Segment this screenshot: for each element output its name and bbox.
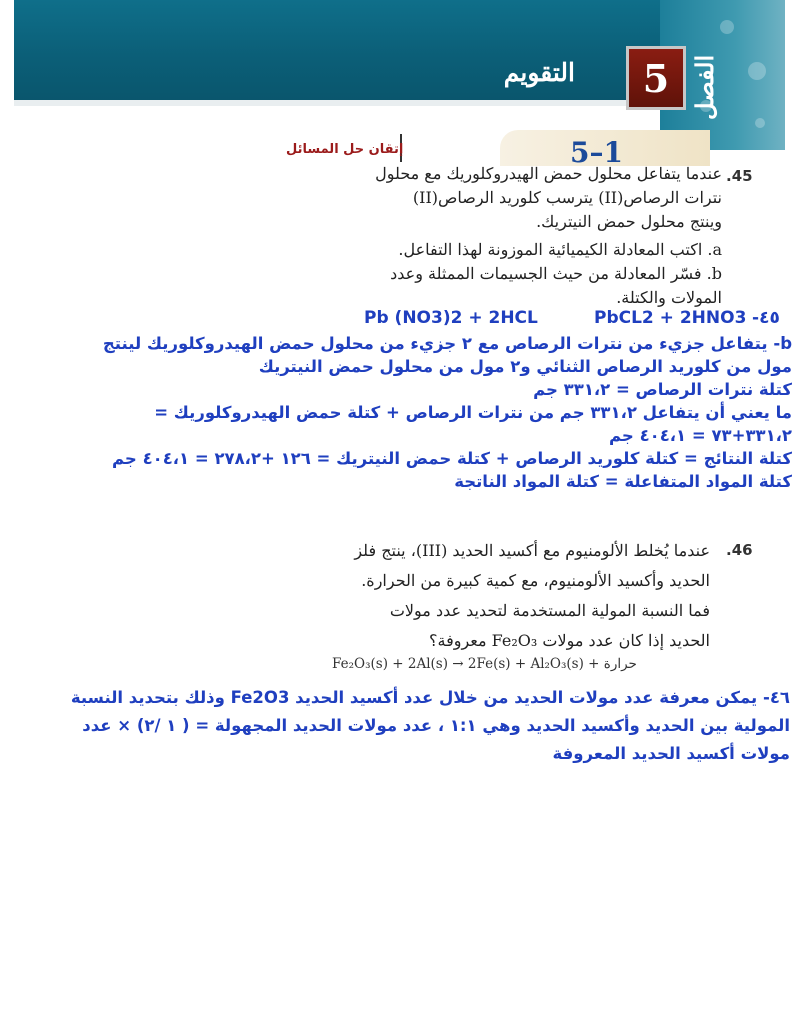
reaction-formula: Fe₂O₃(s) + 2Al(s) → 2Fe(s) + Al₂O₃(s) + حرارة	[332, 656, 637, 672]
molecule-decoration-icon	[755, 118, 765, 128]
question-part-b: b. فسّر المعادلة من حيث الجسيمات الممثلة وعدد	[390, 264, 722, 283]
question-text	[210, 536, 710, 656]
reactant-equation: Pb (NO3)2 + 2HCL	[364, 308, 538, 328]
question-number: .46	[726, 541, 753, 559]
question-part-a: a. اكتب المعادلة الكيميائية الموزونة لهذا التفاعل.	[398, 240, 722, 259]
question-number: .45	[726, 167, 753, 185]
answer-line: مولات أكسيد الحديد المعروفة	[552, 744, 790, 763]
section-number: 5–1	[570, 136, 623, 169]
answer-line: ما يعني أن يتفاعل ٣٣١،٢ جم من نترات الرصاص + كتلة حمض الهيدروكلوريك =	[154, 403, 792, 422]
answer-line: مول من كلوريد الرصاص الثنائي و٢ مول من محلول حمض النيتريك	[258, 357, 792, 376]
section-heading: إتقان حل المسائل	[286, 142, 404, 157]
answer-line: كتلة النتائج = كتلة كلوريد الرصاص + كتلة حمض النيتريك = ١٢٦ +٢٧٨،٢ = ٤٠٤،١ جم	[111, 449, 792, 468]
molecule-decoration-icon	[748, 62, 766, 80]
chapter-number: 5	[642, 55, 670, 101]
chapter-number-badge	[626, 46, 686, 110]
question-line: فما النسبة المولية المستخدمة لتحديد عدد مولات	[389, 601, 710, 620]
question-line: وينتج محلول حمض النيتريك.	[536, 212, 722, 231]
question-line: نترات الرصاص(II) يترسب كلوريد الرصاص(II)	[412, 188, 722, 207]
question-text	[162, 162, 722, 310]
chapter-word: الفصل	[690, 54, 719, 120]
question-line: الحديد إذا كان عدد مولات Fe₂O₃ معروفة؟	[429, 631, 710, 650]
answer-line: b- يتفاعل جزيء من نترات الرصاص مع ٢ جزيء من محلول حمض الهيدروكلوريك لينتج	[102, 334, 792, 353]
answer-label: -٤٥	[752, 308, 780, 328]
question-line: عندما يُخلط الألومنيوم مع أكسيد الحديد (III)، ينتج فلز	[354, 541, 710, 560]
question-line: الحديد وأكسيد الألومنيوم، مع كمية كبيرة من الحرارة.	[361, 571, 710, 590]
chapter-title: التقويم	[503, 58, 575, 87]
question-part-b-continued: المولات والكتلة.	[616, 288, 722, 307]
answer-line: كتلة المواد المتفاعلة = كتلة المواد الناتجة	[454, 472, 792, 491]
banner-divider	[14, 100, 654, 106]
product-equation: PbCL2 + 2HNO3	[594, 308, 747, 328]
question-line: عندما يتفاعل محلول حمض الهيدروكلوريك مع محلول	[375, 164, 722, 183]
answer-line: ٤٦- يمكن معرفة عدد مولات الحديد من خلال عدد أكسيد الحديد Fe2O3 وذلك بتحديد النسبة	[70, 688, 790, 707]
answer-line: كتلة نترات الرصاص = ٣٣١،٢ جم	[533, 380, 792, 399]
answer-line: ٣٣١،٢+٧٣ = ٤٠٤،١ جم	[608, 426, 792, 445]
answer-45-text	[12, 332, 792, 493]
answer-46-text	[10, 684, 790, 768]
answer-line: المولية بين الحديد وأكسيد الحديد وهي ١:١ ، عدد مولات الحديد المجهولة = ( ١ /٢) × عدد	[82, 716, 790, 735]
